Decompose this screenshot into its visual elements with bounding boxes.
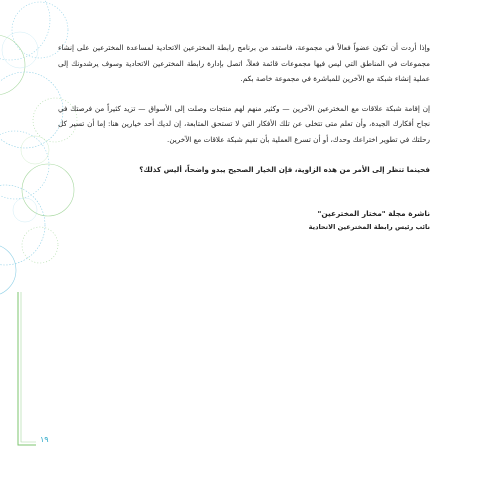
signature-block [309,207,430,233]
paragraph-1: وإذا أردت أن تكون عضواً فعالاً في مجموعة، فاستفد من برنامج رابطة المخترعين الاتحادية لمساعدة المخترعين على إنشاء مجموعات في المناطق التي ليس فيها مجموعات قائمة فعلاً، اتصل بإدارة رابطة المخترعين الاتحادية وسوف يرشدونك إلى عملية إنشاء شبكة مع الآخرين للمباشرة في مجموعة خاصة بكم. [58,43,430,84]
signature-title: نائب رئيس رابطة المخترعين الاتحادية [308,223,430,231]
paragraph-2: إن إقامة شبكة علاقات مع المخترعين الآخرين — وكثير منهم لهم منتجات وصلت إلى الأسواق — تزيد كثيراً من فرصتك في نجاح أفكارك الجيدة، وأن تعلم متى تتخلى عن تلك الأفكار التي لا تستحق المتابعة، إن لديك أحد خيارين هنا: إما أن تسير كل رحلتك في تطوير اختراعك وحدك، أو أن تسرع العملية بأن تقيم شبكة علاقات مع الآخرين. [58,103,430,144]
signature-name: ناشرة مجلة "مختار المخترعين" [317,209,430,218]
paragraph-3: فحينما تنظر إلى الأمر من هذه الزاوية، فإن الخيار الصحيح يبدو واضحاً، أليس كذلك؟ [139,164,430,174]
article-body [58,40,430,191]
page-number: ١٩ [40,435,49,444]
page-frame-bracket [16,292,38,447]
